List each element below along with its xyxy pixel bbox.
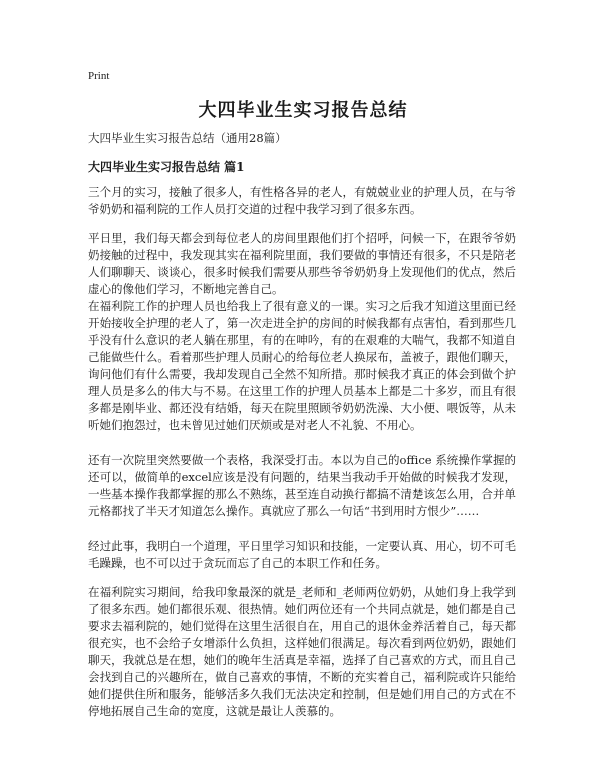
print-link[interactable]: Print <box>88 70 110 82</box>
paragraph-6: 在福利院实习期间，给我印象最深的就是_老师和_老师两位奶奶，从她们身上我学到了很多东西。她们都很乐观、很热情。她们两位还有一个共同点就是，她们都是自己要求去福利院的，她们觉得在这里生活很自在，用自己的退休金养活着自己，每天都很充实，也不会给子女增添什么负担，这样她们很满足。每次看到两位奶奶，跟她们聊天，我就总是在想，她们的晚年生活真是幸福，选择了自己喜欢的方式，而且自己会找到自己的兴趣所在，做自己喜欢的事情，不断的充实着自己，福利院或许只能给她们提供住所和服务，能够活多久我们无法决定和控制，但是她们用自己的方式在不停地拓展自己生命的宽度，这就是最让人羡慕的。 <box>88 585 516 718</box>
paragraph-1: 三个月的实习，接触了很多人，有性格各异的老人，有兢兢业业的护理人员，在与爷爷奶奶和福利院的工作人员打交道的过程中我学习到了很多东西。 <box>88 185 516 216</box>
page-title: 大四毕业生实习报告总结 <box>198 100 408 121</box>
document-subtitle: 大四毕业生实习报告总结（通用28篇） <box>88 131 287 145</box>
section-heading: 大四毕业生实习报告总结 篇1 <box>88 160 245 174</box>
paragraph-3: 在福利院工作的护理人员也给我上了很有意义的一课。实习之后我才知道这里面已经开始接收全护理的老人了，第一次走进全护的房间的时候我都有点害怕，看到那些几乎没有什么意识的老人躺在那里，有的在呻吟，有的在艰难的大喘气，我都不知道自己能做些什么。看着那些护理人员耐心的给每位老人换尿布，盖被子，跟他们聊天，询问他们有什么需要，我却发现自己全然不知所措。那时候我才真正的体会到做个护理人员是多么的伟大与不易。在这里工作的护理人员基本上都是二十多岁，而且有很多都是刚毕业、都还没有结婚，每天在院里照顾爷奶奶洗澡、大小便、喂饭等，从未听她们抱怨过，也未曾见过她们厌烦或是对老人不礼貌、不用心。 <box>88 299 516 432</box>
paragraph-2: 平日里，我们每天都会到每位老人的房间里跟他们打个招呼，问候一下，在跟爷爷奶奶接触的过程中，我发现其实在福利院里面，我们要做的事情还有很多，不只是陪老人们聊聊天、谈谈心，很多时候我们需要从那些爷爷奶奶身上发现他们的优点，然后虚心的像他们学习，不断地完善自己。 <box>88 231 516 296</box>
paragraph-4: 还有一次院里突然要做一个表格，我深受打击。本以为自己的office 系统操作掌握的还可以，做简单的excel应该是没有问题的，结果当我动手开始做的时候我才发现，一些基本操作我都掌握的那么不熟练，甚至连自动换行都搞不清楚该怎么用，合并单元格都找了半天才知道怎么操作。真就应了那么一句话“书到用时方恨少”…… <box>88 453 516 518</box>
paragraph-5: 经过此事，我明白一个道理，平日里学习知识和技能，一定要认真、用心，切不可毛毛躁躁，也不可以过于贪玩而忘了自己的本职工作和任务。 <box>88 539 516 570</box>
